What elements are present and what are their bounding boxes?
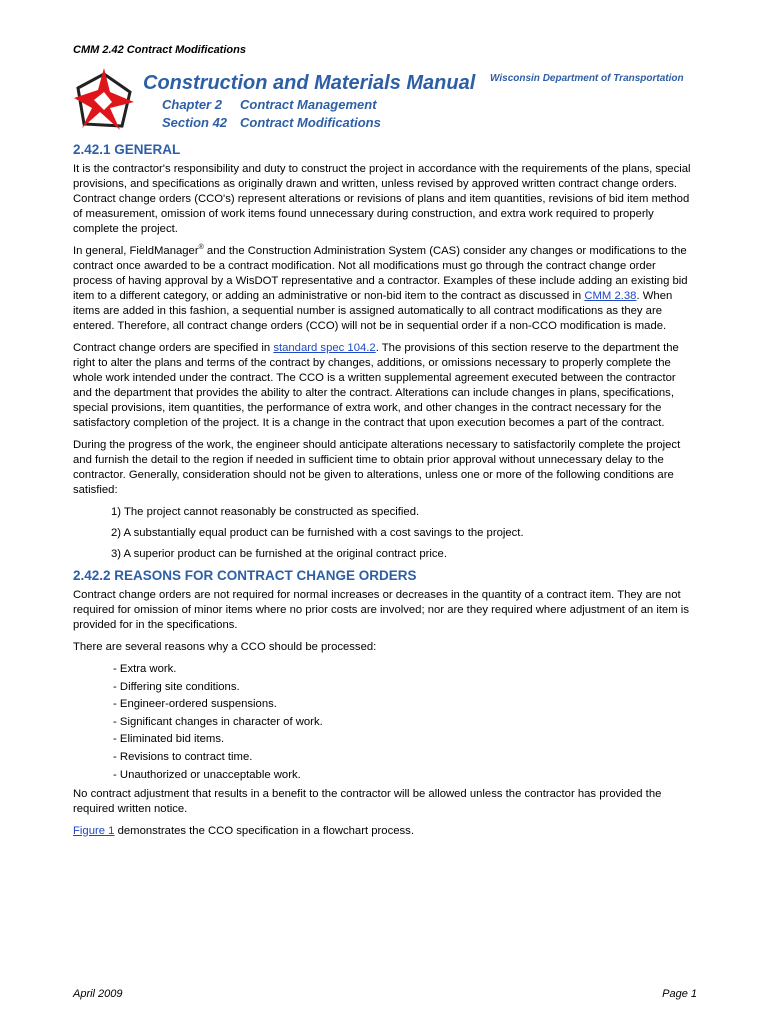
reasons-paragraph-3: No contract adjustment that results in a benefit to the contractor will be allowed unless the contractor has provided the required written notice. (73, 787, 662, 815)
text-run: Contract change orders are specified in (73, 342, 274, 354)
agency-name: Wisconsin Department of Transportation (490, 73, 684, 84)
section-heading-reasons: 2.42.2 REASONS FOR CONTRACT CHANGE ORDERS (73, 568, 417, 583)
list-item: 2) A substantially equal product can be furnished with a cost savings to the project. (111, 527, 524, 539)
running-title: CMM 2.42 Contract Modifications (73, 44, 246, 56)
section-label: Section 42 (162, 115, 228, 130)
section-name: Contract Modifications (240, 115, 381, 130)
reasons-paragraph-2: There are several reasons why a CCO should be processed: (73, 641, 377, 653)
list-item: - Significant changes in character of work. (113, 715, 697, 730)
manual-title: Construction and Materials Manual (143, 72, 476, 94)
chapter-name: Contract Management (240, 97, 377, 112)
reasons-list (73, 662, 697, 783)
text-run: . When items are added in this fashion, a sequential number is assigned automatically to all contract modifications as they are entered. Therefore, all contract change orders (CCO) will not be in sequential order if a non-CCO modification is made. (73, 290, 673, 332)
list-item: - Engineer-ordered suspensions. (113, 697, 697, 712)
list-item: 1) The project cannot reasonably be constructed as specified. (111, 506, 420, 518)
general-paragraph-3 (73, 341, 697, 431)
text-run: and the Construction Administration System (CAS) consider any changes or modifications to the contract once awarded to be a contract modification. Not all modifications must go through the contract change order process of having approval by a WisDOT representative and a contractor. Examples of these include adding an existing bid item to a different category, or adding an administrative or non-bid item to the contract as discussed in (73, 245, 688, 302)
list-item: - Eliminated bid items. (113, 732, 697, 747)
reasons-paragraph-4 (73, 824, 697, 839)
list-item: - Extra work. (113, 662, 697, 677)
general-paragraph-2 (73, 244, 697, 334)
section-heading-general: 2.42.1 GENERAL (73, 142, 181, 157)
chapter-label: Chapter 2 (162, 97, 222, 112)
section-line (162, 115, 381, 130)
wisdot-logo (70, 68, 136, 132)
general-paragraph-1: It is the contractor's responsibility and duty to construct the project in accordance with the requirements of the plans, special provisions, and specifications as originally drawn and written, unless revised by approved written contract change orders. Contract change orders (CCO's) represent alterations or revisions of plans and item quantities, revisions of bid item method of measurement, omission of work items found unnecessary during construction, and extra work required to properly complete the project. (73, 163, 691, 235)
cmm-2-38-link[interactable]: CMM 2.38 (584, 290, 637, 302)
general-paragraph-4: During the progress of the work, the engineer should anticipate alterations necessary to satisfactorily complete the project and furnish the detail to the region if needed in sufficient time to obtain prior approval without unnecessary delay to the contractor. Generally, consideration should not be given to alterations, unless one or more of the following conditions are satisfied: (73, 439, 681, 496)
page-number: Page 1 (662, 988, 697, 1000)
conditions-list (73, 505, 697, 562)
list-item: 3) A superior product can be furnished at the original contract price. (111, 548, 447, 560)
reasons-paragraph-1: Contract change orders are not required for normal increases or decreases in the quantity of a contract item. They are not required for omission of minor items where no prior costs are involved; nor are they required where adjustment of an item is provided for in the specifications. (73, 589, 689, 631)
list-item: - Revisions to contract time. (113, 750, 697, 765)
list-item: - Differing site conditions. (113, 680, 697, 695)
text-run: demonstrates the CCO specification in a flowchart process. (114, 824, 414, 837)
figure-1-link[interactable]: Figure 1 (73, 824, 115, 837)
registered-mark: ® (198, 244, 204, 252)
list-item: - Unauthorized or unacceptable work. (113, 768, 697, 783)
text-run: . The provisions of this section reserve to the department the right to alter the plans and terms of the contract by changes, additions, or omissions necessary to properly complete the whole work intended under the contract. The CCO is a written supplemental agreement executed between the contractor and the department that provides the ability to alter the contract. Alterations can include changes in plans, specifications, special provisions, item quantities, the performance of extra work, and other changes in the contract necessary for the satisfactory completion of the project. It is a change in the contract that upon execution becomes a part of the contract. (73, 342, 679, 429)
footer-date: April 2009 (73, 988, 123, 1000)
text-run: In general, FieldManager (73, 245, 199, 257)
chapter-line (162, 97, 377, 112)
document-body (73, 140, 697, 846)
standard-spec-link[interactable]: standard spec 104.2 (273, 342, 376, 354)
